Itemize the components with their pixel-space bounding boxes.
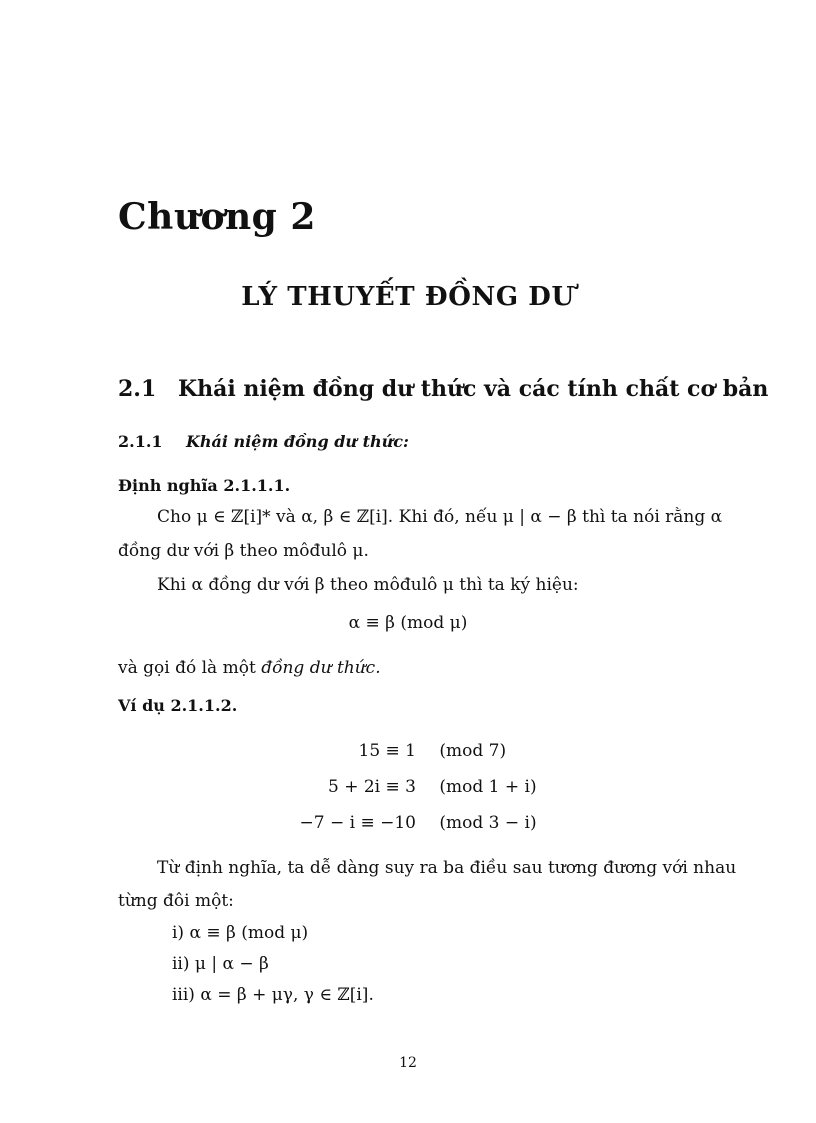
subsection-heading: [118, 432, 409, 451]
example-row-1-lhs: 15 ≡ 1: [358, 741, 416, 761]
definition-formula: α ≡ β (mod μ): [348, 613, 468, 633]
consequence-line-2: từng đôi một:: [118, 891, 234, 911]
definition-line-1: Cho μ ∈ ℤ[i]* và α, β ∈ ℤ[i]. Khi đó, nếu μ | α − β thì ta nói rằng α: [157, 507, 723, 527]
definition-line-4-emphasis: đồng dư thức.: [261, 658, 381, 678]
example-row-3-lhs: −7 − i ≡ −10: [299, 813, 416, 833]
example-row-3: [300, 813, 537, 833]
section-title: Khái niệm đồng dư thức và các tính chất cơ bản: [178, 376, 769, 402]
definition-line-2: đồng dư với β theo môđulô μ.: [118, 541, 369, 561]
definition-line-4: [118, 658, 381, 678]
definition-line-4-prefix: và gọi đó là một: [118, 658, 262, 678]
subsection-number: 2.1.1: [118, 432, 163, 451]
example-row-3-rhs: (mod 3 − i): [439, 813, 537, 833]
consequence-line-1: Từ định nghĩa, ta dễ dàng suy ra ba điều sau tương đương với nhau: [157, 858, 737, 878]
definition-line-3: Khi α đồng dư với β theo môđulô μ thì ta ký hiệu:: [157, 575, 579, 595]
example-row-1: [300, 741, 506, 761]
page-number: 12: [399, 1055, 417, 1071]
example-row-1-rhs: (mod 7): [439, 741, 507, 761]
equivalence-item-2: ii) μ | α − β: [172, 954, 269, 974]
chapter-label: Chương 2: [118, 196, 316, 238]
section-number: 2.1: [118, 376, 157, 402]
example-heading: Ví dụ 2.1.1.2.: [118, 696, 238, 715]
example-row-2-rhs: (mod 1 + i): [439, 777, 537, 797]
equivalence-item-3: iii) α = β + μγ, γ ∈ ℤ[i].: [172, 985, 374, 1005]
equivalence-item-1: i) α ≡ β (mod μ): [172, 923, 309, 943]
subsection-title: Khái niệm đồng dư thức:: [186, 432, 409, 451]
chapter-title: LÝ THUYẾT ĐỒNG DƯ: [241, 282, 575, 312]
section-heading: [118, 376, 768, 402]
example-row-2-lhs: 5 + 2i ≡ 3: [328, 777, 416, 797]
definition-heading: Định nghĩa 2.1.1.1.: [118, 476, 291, 495]
example-row-2: [300, 777, 537, 797]
